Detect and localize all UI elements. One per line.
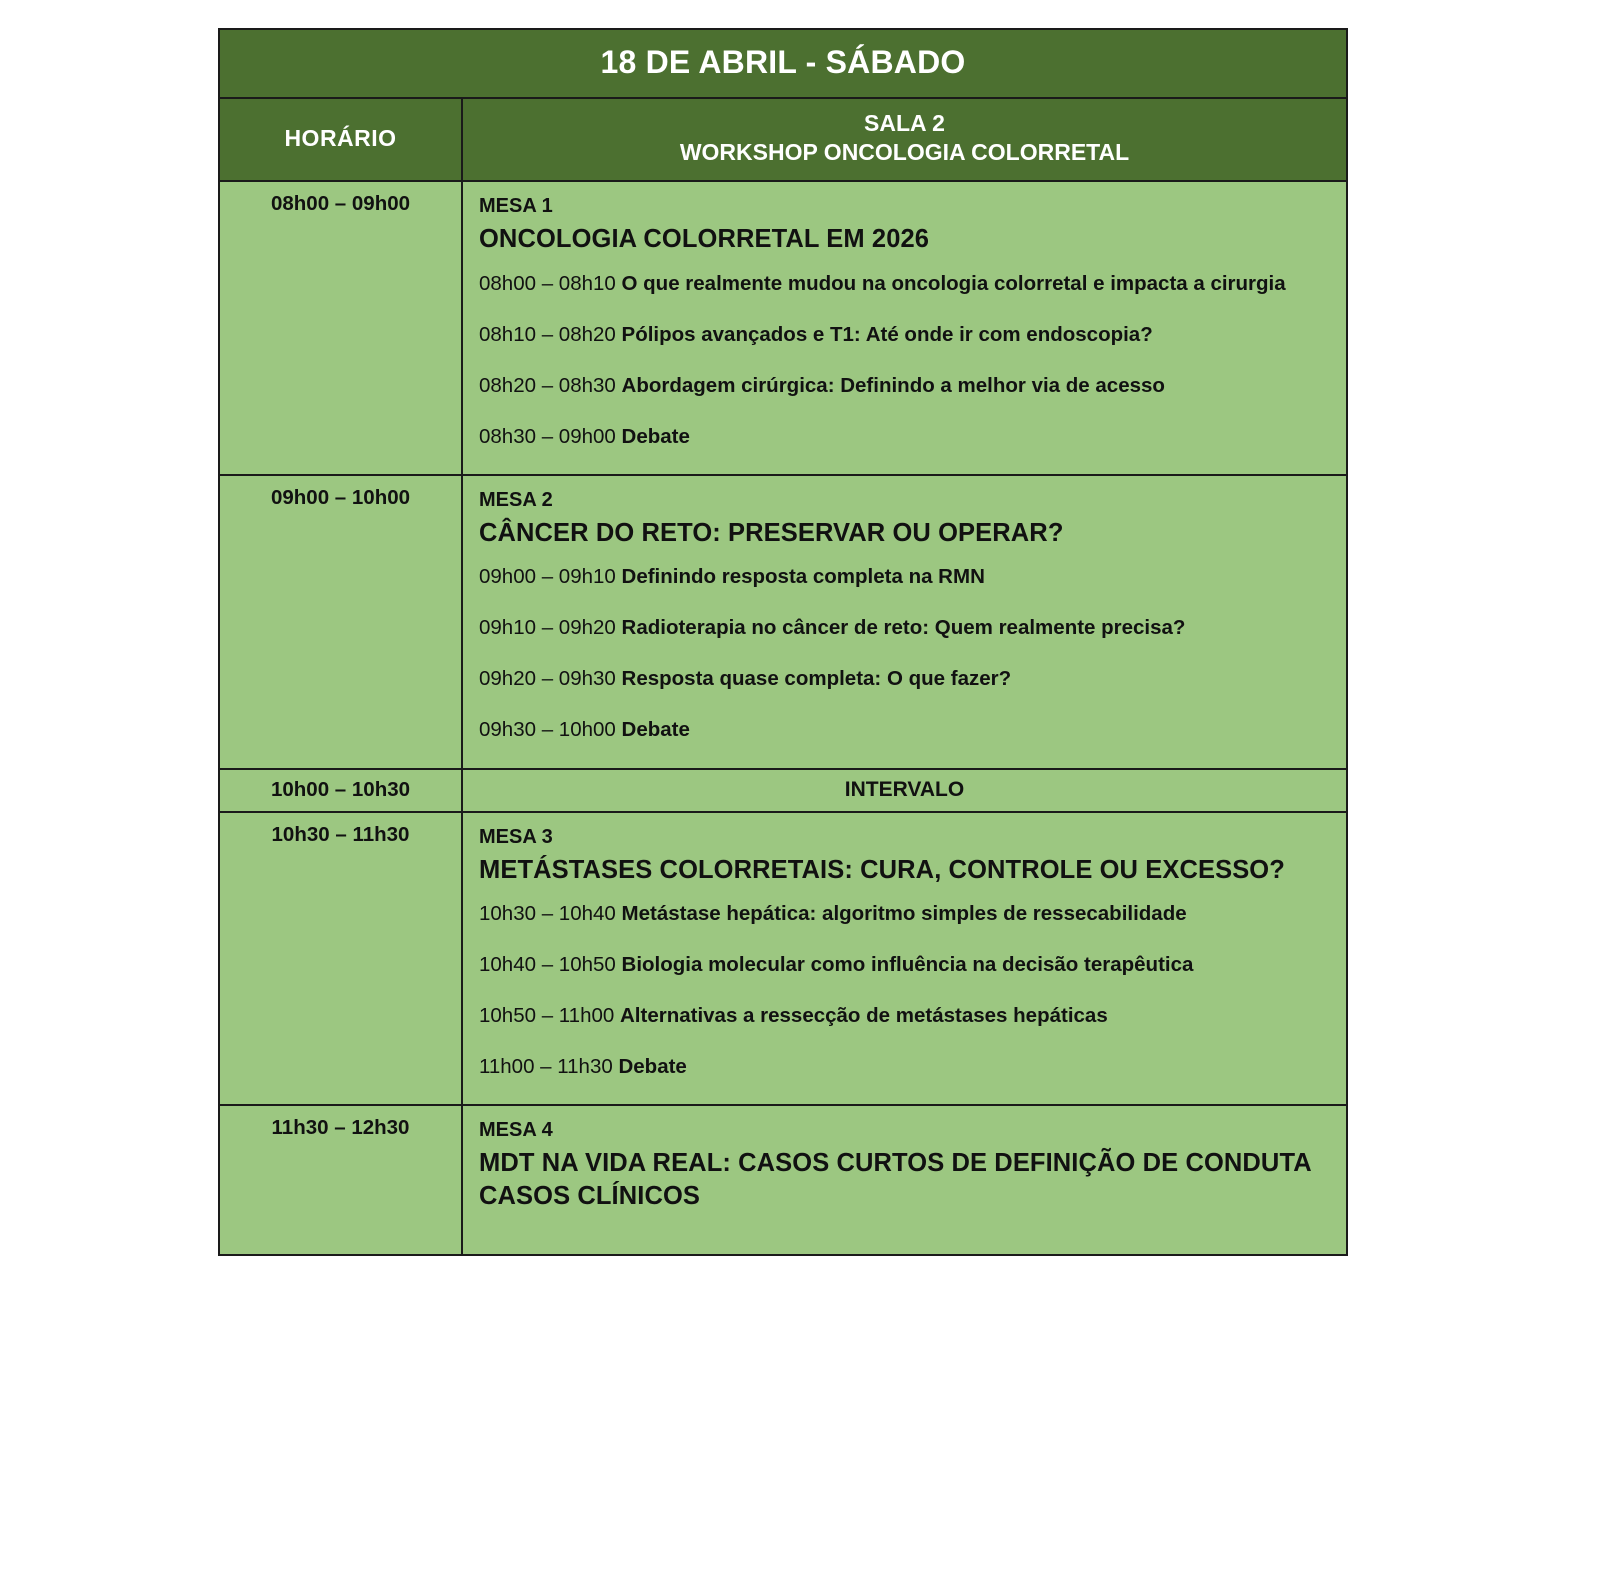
session-desc: Debate (618, 1055, 687, 1079)
session-desc: O que realmente mudou na oncologia colorretal e impacta a cirurgia (621, 271, 1286, 295)
session-desc: Definindo resposta completa na RMN (621, 565, 985, 589)
session-time: 08h30 – 09h00 (479, 424, 616, 448)
row-content (462, 812, 1347, 1106)
room-subtitle: WORKSHOP ONCOLOGIA COLORRETAL (679, 139, 1130, 166)
mesa-title: METÁSTASES COLORRETAIS: CURA, CONTROLE OU EXCESSO? (479, 855, 1285, 884)
session-item (479, 372, 1328, 399)
session-item (479, 563, 1328, 590)
row-content (462, 475, 1347, 769)
row-content (462, 181, 1347, 475)
session-time: 08h20 – 08h30 (479, 373, 616, 397)
session-item (479, 270, 1328, 297)
session-item (479, 900, 1328, 927)
session-time: 08h00 – 08h10 (479, 271, 616, 295)
table-row-interval (219, 769, 1347, 812)
session-desc: Metástase hepática: algoritmo simples de ressecabilidade (621, 902, 1187, 926)
session-item (479, 1053, 1328, 1080)
table-row (219, 181, 1347, 475)
session-time: 09h20 – 09h30 (479, 667, 616, 691)
session-time: 09h10 – 09h20 (479, 616, 616, 640)
table-row (219, 1105, 1347, 1255)
column-header-time: HORÁRIO (219, 98, 462, 181)
column-header-room (462, 98, 1347, 181)
session-desc: Alternativas a ressecção de metástases hepáticas (620, 1004, 1108, 1028)
agenda-sheet (218, 28, 1346, 1256)
table-row (219, 475, 1347, 769)
row-time: 10h30 – 11h30 (219, 812, 462, 1106)
session-desc: Abordagem cirúrgica: Definindo a melhor via de acesso (621, 373, 1165, 397)
mesa-title: ONCOLOGIA COLORRETAL EM 2026 (479, 224, 930, 253)
session-time: 09h00 – 09h10 (479, 565, 616, 589)
row-time: 09h00 – 10h00 (219, 475, 462, 769)
mesa-title: CÂNCER DO RETO: PRESERVAR OU OPERAR? (479, 518, 1064, 547)
mesa-label: MESA 4 (479, 1119, 553, 1142)
session-item (479, 423, 1328, 450)
session-item (479, 321, 1328, 348)
session-time: 11h00 – 11h30 (479, 1055, 613, 1079)
session-time: 09h30 – 10h00 (479, 718, 616, 742)
mesa-label: MESA 2 (479, 488, 553, 511)
session-item (479, 1002, 1328, 1029)
session-time: 10h30 – 10h40 (479, 902, 616, 926)
session-item (479, 716, 1328, 743)
table-row (219, 812, 1347, 1106)
document-title: 18 DE ABRIL - SÁBADO (219, 29, 1347, 98)
mesa-title: MDT NA VIDA REAL: CASOS CURTOS DE DEFINIÇÃO DE CONDUTA CASOS CLÍNICOS (479, 1149, 1311, 1210)
title-row (219, 29, 1347, 98)
session-desc: Radioterapia no câncer de reto: Quem realmente precisa? (621, 616, 1186, 640)
session-item (479, 665, 1328, 692)
session-desc: Debate (621, 718, 690, 742)
session-time: 08h10 – 08h20 (479, 322, 616, 346)
session-desc: Biologia molecular como influência na decisão terapêutica (621, 953, 1194, 977)
session-desc: Debate (621, 424, 690, 448)
interval-label: INTERVALO (462, 769, 1347, 812)
session-item (479, 951, 1328, 978)
row-content (462, 1105, 1347, 1255)
agenda-table (218, 28, 1348, 1256)
session-time: 10h40 – 10h50 (479, 953, 616, 977)
mesa-label: MESA 3 (479, 825, 553, 848)
row-time: 08h00 – 09h00 (219, 181, 462, 475)
row-time: 10h00 – 10h30 (219, 769, 462, 812)
session-item (479, 614, 1328, 641)
session-time: 10h50 – 11h00 (479, 1004, 615, 1028)
mesa-label: MESA 1 (479, 194, 553, 217)
session-desc: Resposta quase completa: O que fazer? (621, 667, 1012, 691)
room-name: SALA 2 (864, 110, 945, 136)
row-time: 11h30 – 12h30 (219, 1105, 462, 1255)
session-desc: Pólipos avançados e T1: Até onde ir com endoscopia? (621, 322, 1153, 346)
header-row (219, 98, 1347, 181)
